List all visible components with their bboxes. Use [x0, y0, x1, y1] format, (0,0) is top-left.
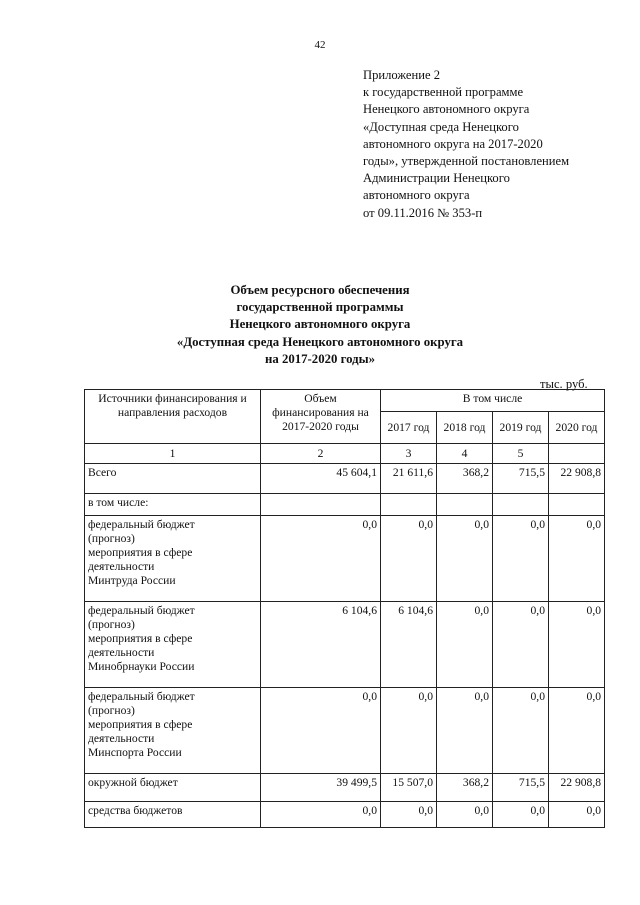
cell-2017: 0,0	[381, 516, 437, 602]
units-label: тыс. руб.	[540, 377, 588, 391]
row-label-line: (прогноз)	[88, 618, 135, 631]
cell-2019: 0,0	[493, 516, 549, 602]
cell-volume: 6 104,6	[261, 602, 381, 688]
header-year: 2017 год	[381, 412, 437, 444]
row-label-line: Всего	[88, 466, 117, 479]
column-number: 4	[437, 444, 493, 464]
column-number	[549, 444, 605, 464]
row-label-line: мероприятия в сфере	[88, 546, 193, 559]
row-label-line: (прогноз)	[88, 704, 135, 717]
row-label	[85, 516, 261, 602]
row-label-line: (прогноз)	[88, 532, 135, 545]
cell-2018: 0,0	[437, 802, 493, 828]
cell-2018: 368,2	[437, 464, 493, 494]
title-line: на 2017-2020 годы»	[264, 351, 375, 366]
finance-table	[84, 389, 605, 828]
row-label-line: федеральный бюджет	[88, 518, 195, 531]
annex-line: Приложение 2	[363, 68, 441, 82]
annex-line: от 09.11.2016 № 353-п	[363, 205, 483, 220]
cell-2017: 0,0	[381, 802, 437, 828]
cell-volume	[261, 494, 381, 516]
column-number: 2	[261, 444, 381, 464]
header-year: 2020 год	[549, 412, 605, 444]
row-label	[85, 464, 261, 494]
row-label-line: Минтруда России	[88, 574, 176, 587]
cell-2020: 22 908,8	[549, 774, 605, 802]
table-row	[85, 688, 605, 774]
cell-2019: 715,5	[493, 774, 549, 802]
cell-2017: 21 611,6	[381, 464, 437, 494]
annex-line: годы», утвержденной постановлением	[363, 154, 570, 169]
row-label-line: окружной бюджет	[88, 776, 178, 789]
row-label-line: деятельности	[88, 646, 155, 659]
row-label	[85, 602, 261, 688]
cell-2018	[437, 494, 493, 516]
header-year: 2018 год	[437, 412, 493, 444]
header-year: 2019 год	[493, 412, 549, 444]
row-label-line: мероприятия в сфере	[88, 632, 193, 645]
cell-2017: 15 507,0	[381, 774, 437, 802]
cell-2017: 0,0	[381, 688, 437, 774]
row-label-line: федеральный бюджет	[88, 604, 195, 617]
table-row	[85, 516, 605, 602]
cell-volume: 0,0	[261, 688, 381, 774]
column-number: 5	[493, 444, 549, 464]
cell-2018: 0,0	[437, 516, 493, 602]
row-label	[85, 802, 261, 828]
cell-2019: 0,0	[493, 688, 549, 774]
column-number: 3	[381, 444, 437, 464]
row-label-line: мероприятия в сфере	[88, 718, 193, 731]
table-row	[85, 494, 605, 516]
row-label-line: федеральный бюджет	[88, 690, 195, 703]
title-line: Ненецкого автономного округа	[229, 317, 411, 332]
cell-volume: 45 604,1	[261, 464, 381, 494]
annex-line: «Доступная среда Ненецкого	[363, 119, 519, 134]
cell-2020: 0,0	[549, 688, 605, 774]
annex-line: автономного округа на 2017-2020	[363, 136, 543, 151]
row-label-line: деятельности	[88, 732, 155, 745]
title-line: «Доступная среда Ненецкого автономного округа	[176, 334, 464, 349]
column-number: 1	[85, 444, 261, 464]
cell-2018: 368,2	[437, 774, 493, 802]
cell-volume: 39 499,5	[261, 774, 381, 802]
table-row	[85, 774, 605, 802]
annex-line: Ненецкого автономного округа	[363, 102, 530, 117]
cell-2020	[549, 494, 605, 516]
table-row	[85, 602, 605, 688]
annex-block	[363, 67, 633, 222]
header-including: В том числе	[381, 390, 605, 412]
cell-2019: 0,0	[493, 802, 549, 828]
header-volume: Объем финансирования на 2017-2020 годы	[261, 390, 381, 444]
header-source: Источники финансирования и направления расходов	[85, 390, 261, 444]
row-label-line: Минобрнауки России	[88, 660, 195, 673]
cell-2017	[381, 494, 437, 516]
cell-volume: 0,0	[261, 802, 381, 828]
cell-2019: 0,0	[493, 602, 549, 688]
annex-line: автономного округа	[363, 188, 470, 203]
title-line: Объем ресурсного обеспечения	[230, 283, 410, 297]
annex-line: Администрации Ненецкого	[363, 171, 510, 186]
cell-2019	[493, 494, 549, 516]
cell-2019: 715,5	[493, 464, 549, 494]
cell-2018: 0,0	[437, 688, 493, 774]
title-line: государственной программы	[236, 300, 404, 315]
cell-2020: 22 908,8	[549, 464, 605, 494]
document-title	[0, 282, 640, 368]
cell-2020: 0,0	[549, 602, 605, 688]
table-row	[85, 464, 605, 494]
row-label	[85, 774, 261, 802]
row-label	[85, 688, 261, 774]
row-label	[85, 494, 261, 516]
cell-volume: 0,0	[261, 516, 381, 602]
cell-2020: 0,0	[549, 802, 605, 828]
cell-2020: 0,0	[549, 516, 605, 602]
row-label-line: в том числе:	[88, 496, 149, 509]
table-row	[85, 802, 605, 828]
row-label-line: Минспорта России	[88, 746, 182, 759]
row-label-line: средства бюджетов	[88, 804, 183, 817]
annex-line: к государственной программе	[363, 85, 524, 100]
cell-2018: 0,0	[437, 602, 493, 688]
cell-2017: 6 104,6	[381, 602, 437, 688]
page-number: 42	[314, 39, 326, 51]
row-label-line: деятельности	[88, 560, 155, 573]
